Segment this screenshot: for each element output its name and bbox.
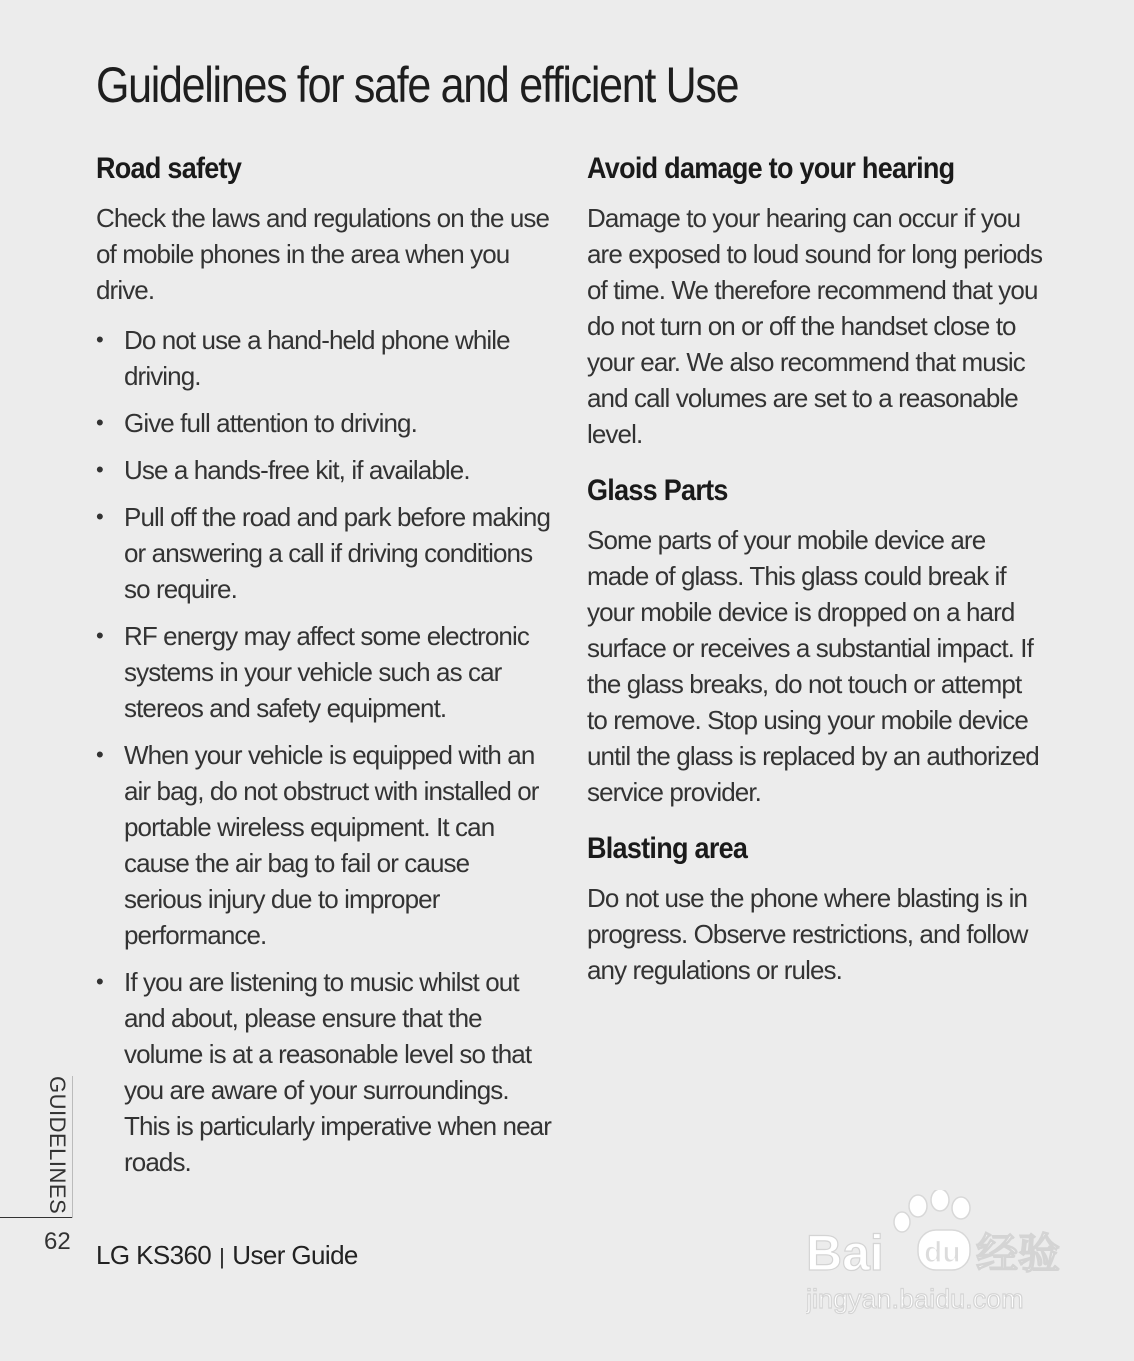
blasting-heading: Blasting area	[587, 832, 748, 865]
baidu-watermark-logo	[806, 1190, 1068, 1320]
bullet-icon: •	[96, 623, 103, 648]
bullet-text: When your vehicle is equipped with an air bag, do not obstruct with installed or portable wireless equipment. It can cause the air bag to fail or cause serious injury due to improper performance.	[124, 740, 539, 950]
bullet-icon: •	[96, 410, 103, 435]
page-number: 62	[44, 1228, 71, 1255]
glass-heading: Glass Parts	[587, 474, 728, 507]
bullet-item	[96, 618, 551, 726]
left-column	[96, 150, 551, 1191]
bullet-text: Use a hands-free kit, if available.	[124, 455, 470, 485]
side-divider	[0, 1217, 72, 1218]
road-safety-section	[96, 150, 551, 1180]
side-tab-label: GUIDELINES	[45, 1076, 70, 1215]
road-safety-bullets	[96, 322, 551, 1180]
bullet-icon: •	[96, 504, 103, 529]
hearing-text: Damage to your hearing can occur if you are exposed to loud sound for long periods of time. We therefore recommend that you do not turn on or off the handset close to your ear. We also recommend that music and call volumes are set to a reasonable level.	[587, 203, 1043, 449]
side-tab-line	[72, 1076, 73, 1218]
glass-text: Some parts of your mobile device are made of glass. This glass could break if your mobile device is dropped on a hard surface or receives a substantial impact. If the glass breaks, do not touch or attempt to remove. Stop using your mobile device until the glass is replaced by an authorized service provider.	[587, 525, 1039, 807]
bullet-item	[96, 737, 551, 953]
bullet-icon: •	[96, 742, 103, 767]
bullet-item	[96, 405, 551, 441]
footer-guide: User Guide	[232, 1240, 358, 1270]
blasting-section	[587, 830, 1047, 988]
footer-separator: |	[219, 1244, 225, 1269]
bullet-text: Give full attention to driving.	[124, 408, 417, 438]
bullet-item	[96, 452, 551, 488]
bullet-text: If you are listening to music whilst out and about, please ensure that the volume is at a reasonable level so that you are aware of your surroundings. This is particularly imperative when near roads.	[124, 967, 551, 1177]
paw-icon	[894, 1190, 970, 1232]
road-safety-heading: Road safety	[96, 152, 242, 185]
glass-section	[587, 472, 1047, 810]
watermark-cn: 经验	[976, 1230, 1061, 1277]
hearing-section	[587, 150, 1047, 452]
watermark-url: jingyan.baidu.com	[806, 1284, 1024, 1314]
bullet-icon: •	[96, 327, 103, 352]
footer	[96, 1240, 358, 1271]
bullet-item	[96, 964, 551, 1180]
bullet-text: Pull off the road and park before making or answering a call if driving conditions so require.	[124, 502, 551, 604]
hearing-heading: Avoid damage to your hearing	[587, 152, 955, 185]
bullet-icon: •	[96, 969, 103, 994]
right-column	[587, 150, 1047, 988]
bullet-item	[96, 499, 551, 607]
page-title: Guidelines for safe and efficient Use	[96, 57, 739, 113]
watermark-brand: Bai	[806, 1225, 884, 1281]
road-safety-intro: Check the laws and regulations on the use of mobile phones in the area when you drive.	[96, 203, 550, 305]
footer-model: LG KS360	[96, 1240, 212, 1270]
bullet-text: Do not use a hand-held phone while driving.	[124, 325, 510, 391]
blasting-text: Do not use the phone where blasting is in progress. Observe restrictions, and follow any regulations or rules.	[587, 883, 1028, 985]
bullet-text: RF energy may affect some electronic systems in your vehicle such as car stereos and safety equipment.	[124, 621, 529, 723]
watermark-brand-du: du	[924, 1236, 961, 1269]
bullet-item	[96, 322, 551, 394]
bullet-icon: •	[96, 457, 103, 482]
